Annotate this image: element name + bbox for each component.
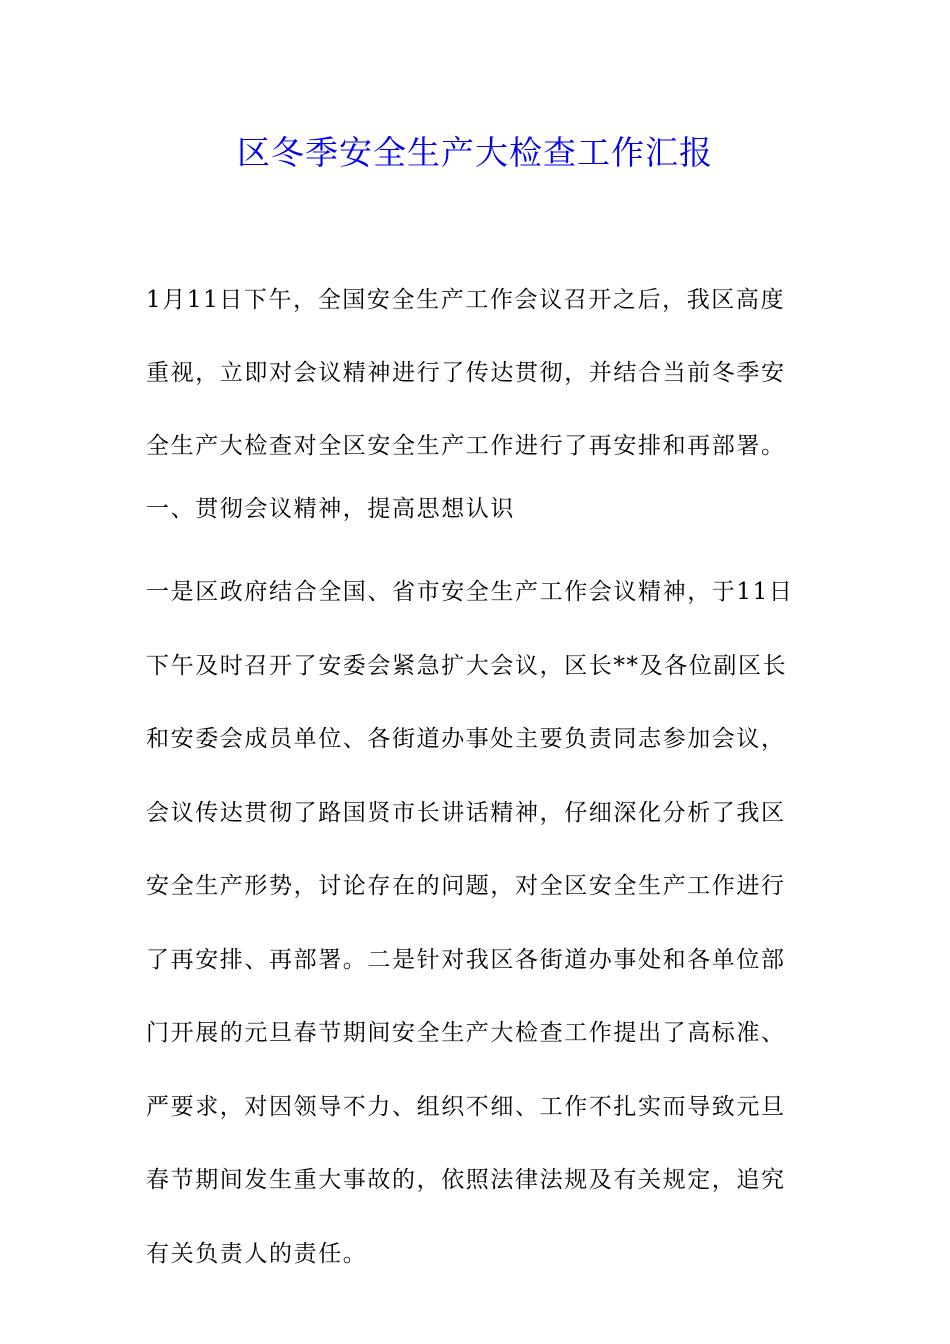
intro-paragraph: 1月11日下午，全国安全生产工作会议召开之后，我区高度重视，立即对会议精神进行了传达贯彻，并结合当前冬季安全生产大检查对全区安全生产工作进行了再安排和再部署。 — [146, 287, 786, 459]
section-heading: 一、贯彻会议精神，提高思想认识 — [146, 496, 515, 522]
document-title: 区冬季安全生产大检查工作汇报 — [237, 133, 713, 172]
section-paragraph: 一是区政府结合全国、省市安全生产工作会议精神，于11日下午及时召开了安委会紧急扩大会议，区长**及各位副区长和安委会成员单位、各街道办事处主要负责同志参加会议，会议传达贯彻了路国贤市长讲话精神，仔细深化分析了我区安全生产形势，讨论存在的问题，对全区安全生产工作进行了再安排、再部署。二是针对我区各街道办事处和各单位部门开展的元旦春节期间安全生产大检查工作提出了高标准、严要求，对因领导不力、组织不细、工作不扎实而导致元旦春节期间发生重大事故的，依照法律法规及有关规定，追究有关负责人的责任。 — [146, 579, 794, 1267]
